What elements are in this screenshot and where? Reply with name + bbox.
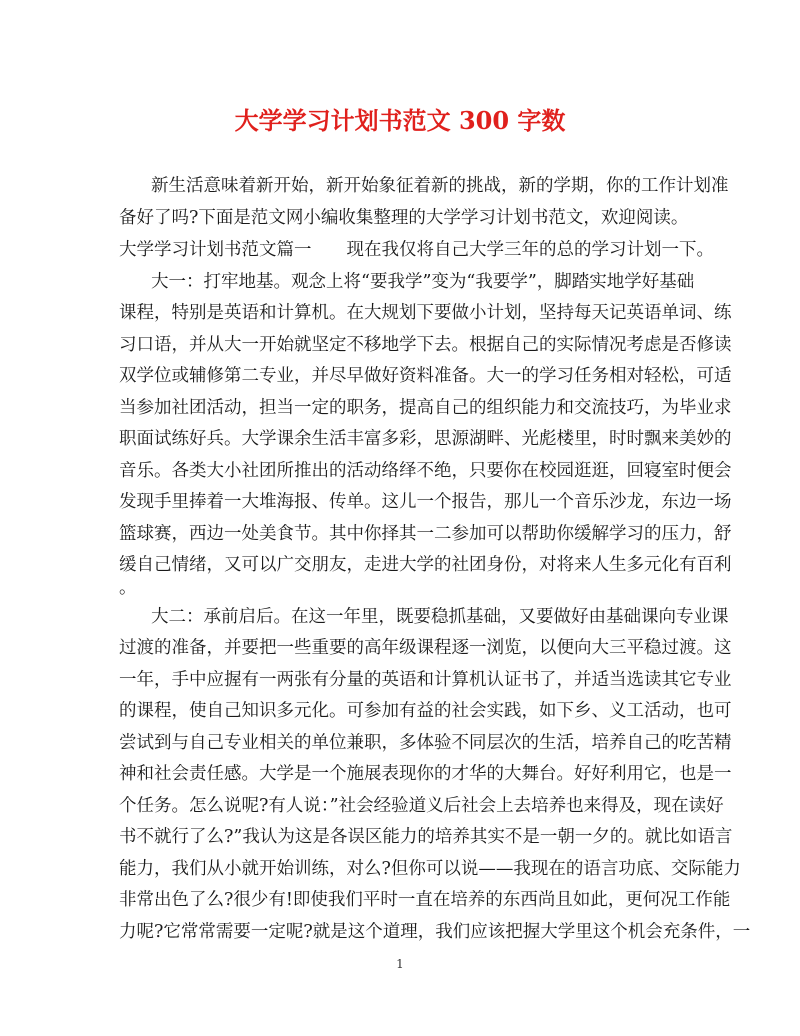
paragraph-line: 习口语，并从大一开始就坚定不移地学下去。根据自己的实际情况考虑是否修读 — [119, 335, 732, 355]
paragraph-line: 过渡的准备，并要把一些重要的高年级课程逐一浏览，以便向大三平稳过渡。这 — [119, 638, 732, 658]
paragraph-line: 书不就行了么?”我认为这是各误区能力的培养其实不是一朝一夕的。就比如语言 — [119, 827, 733, 847]
paragraph-line: 篮球赛，西边一处美食节。其中你择其一二参加可以帮助你缓解学习的压力，舒 — [119, 524, 732, 544]
paragraph-line: 一年，手中应握有一两张有分量的英语和计算机认证书了，并适当选读其它专业 — [119, 670, 732, 690]
paragraph-line: 课程，特别是英语和计算机。在大规划下要做小计划，坚持每天记英语单词、练 — [119, 303, 732, 323]
paragraph-line: 非常出色了么?很少有!即使我们平时一直在培养的东西尚且如此，更何况工作能 — [119, 890, 731, 910]
paragraph-line: 发现手里捧着一大堆海报、传单。这儿一个报告，那儿一个音乐沙龙，东边一场 — [119, 492, 732, 512]
paragraph-line: 当参加社团活动，担当一定的职务，提高自己的组织能力和交流技巧，为毕业求 — [119, 398, 732, 418]
paragraph-line: 双学位或辅修第二专业，并尽早做好资料准备。大一的学习任务相对轻松，可适 — [119, 366, 732, 386]
paragraph-line: 个任务。怎么说呢?有人说：”社会经验道义后社会上去培养也来得及，现在读好 — [119, 796, 724, 816]
paragraph-line: 新生活意味着新开始，新开始象征着新的挑战，新的学期，你的工作计划准 — [151, 176, 729, 196]
paragraph-line: 职面试练好兵。大学课余生活丰富多彩，思源湖畔、光彪楼里，时时飘来美妙的 — [119, 429, 732, 449]
paragraph-line: 能力，我们从小就开始训练，对么?但你可以说——我现在的语言功底、交际能力 — [119, 859, 741, 879]
paragraph-line: 力呢?它常常需要一定呢?就是这个道理，我们应该把握大学里这个机会充条件，一 — [119, 922, 751, 942]
paragraph-line: 尝试到与自己专业相关的单位兼职，多体验不同层次的生活，培养自己的吃苦精 — [119, 733, 732, 753]
page-number: 1 — [396, 957, 404, 971]
paragraph-line: 音乐。各类大小社团所推出的活动络绎不绝，只要你在校园逛逛，回寝室时便会 — [119, 461, 732, 481]
document-title: 大学学习计划书范文 300 字数 — [234, 106, 566, 135]
paragraph-line: 大二：承前启后。在这一年里，既要稳抓基础，又要做好由基础课向专业课 — [151, 607, 729, 627]
paragraph-line: 备好了吗?下面是范文网小编收集整理的大学学习计划书范文，欢迎阅读。 — [119, 208, 689, 228]
paragraph-line: 大一：打牢地基。观念上将“要我学”变为“我要学”，脚踏实地学好基础 — [151, 272, 695, 292]
paragraph-line: 。 — [119, 578, 137, 598]
paragraph-line: 的课程，使自己知识多元化。可参加有益的社会实践，如下乡、义工活动，也可 — [119, 701, 732, 721]
paragraph-line: 缓自己情绪，又可以广交朋友，走进大学的社团身份，对将来人生多元化有百利 — [119, 555, 732, 575]
paragraph-line: 神和社会责任感。大学是一个施展表现你的才华的大舞台。好好利用它，也是一 — [119, 764, 732, 784]
paragraph-line: 大学学习计划书范文篇一 现在我仅将自己大学三年的总的学习计划一下。 — [119, 240, 714, 260]
